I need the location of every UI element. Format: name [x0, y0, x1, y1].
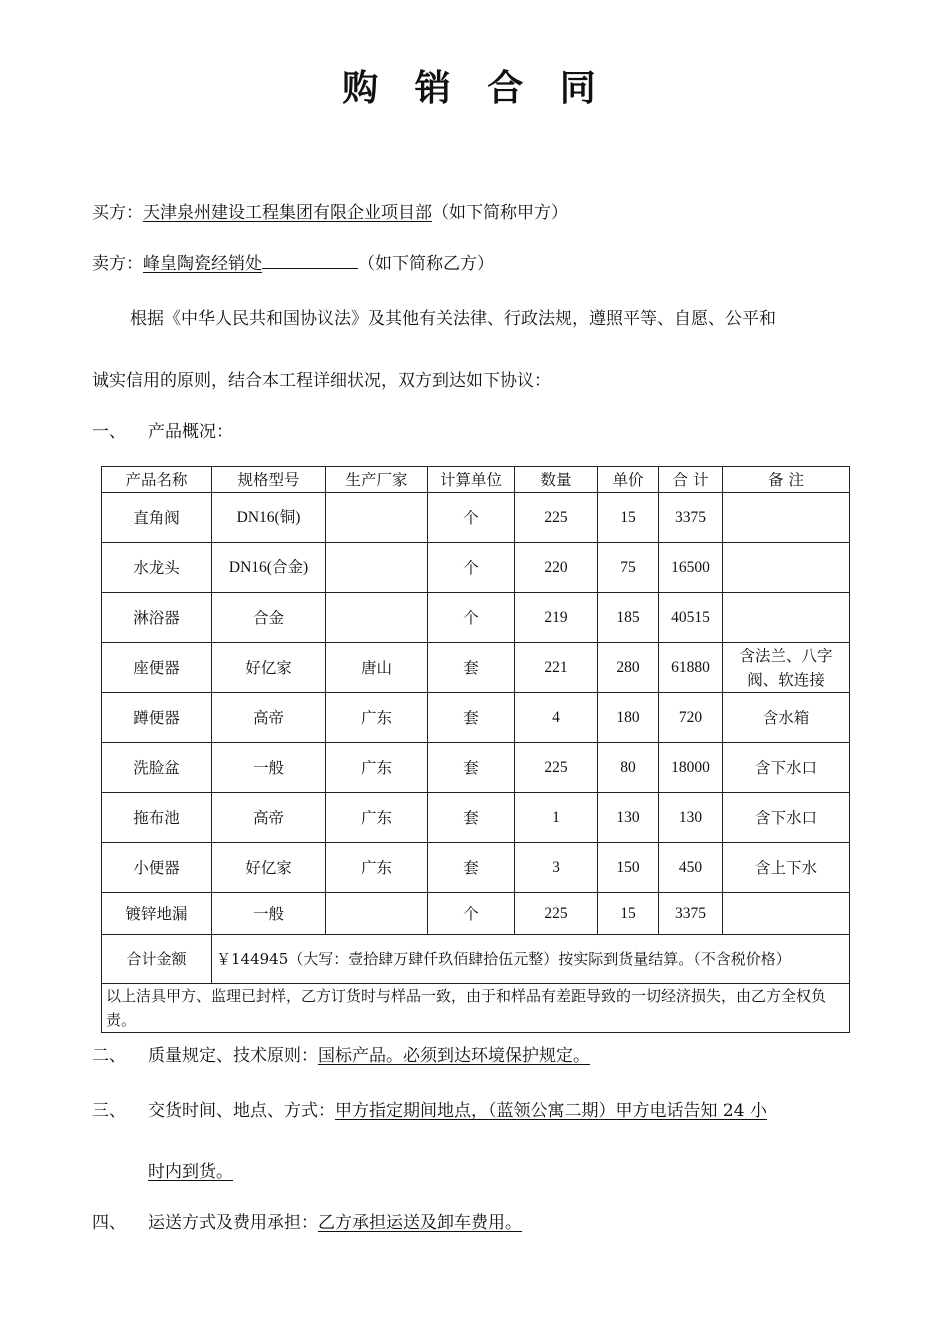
table-cell: 180 — [598, 693, 659, 743]
table-cell: 3375 — [659, 893, 723, 935]
document-title: 购 销 合 同 — [342, 68, 608, 109]
table-cell — [723, 593, 850, 643]
table-cell: DN16(铜) — [212, 493, 326, 543]
section-3-num: 三、 — [92, 1101, 126, 1121]
total-label: 合计金额 — [102, 935, 212, 984]
table-cell: 广东 — [326, 843, 428, 893]
table-cell: 一般 — [212, 743, 326, 793]
table-cell: 个 — [428, 593, 515, 643]
table-row — [102, 793, 850, 843]
table-cell: 小便器 — [102, 843, 212, 893]
table-cell: 219 — [515, 593, 598, 643]
table-cell: 个 — [428, 893, 515, 935]
table-cell: 直角阀 — [102, 493, 212, 543]
section-3-value-1: 甲方指定期间地点，（蓝领公寓二期）甲方电话告知 24 小 — [335, 1101, 767, 1121]
table-cell: 好亿家 — [212, 643, 326, 693]
table-cell: 18000 — [659, 743, 723, 793]
table-cell: 合金 — [212, 593, 326, 643]
header-cell: 数量 — [515, 467, 598, 493]
table-cell: 个 — [428, 493, 515, 543]
seller-blank — [262, 254, 358, 269]
table-cell: 130 — [598, 793, 659, 843]
table-row — [102, 643, 850, 693]
table-cell: 3375 — [659, 493, 723, 543]
table-cell: 唐山 — [326, 643, 428, 693]
table-cell: 含法兰、八字阀、软连接 — [723, 643, 850, 693]
table-cell: 套 — [428, 843, 515, 893]
buyer-line — [92, 198, 568, 223]
table-cell: 含水箱 — [723, 693, 850, 743]
table-cell: 3 — [515, 843, 598, 893]
table-cell: 一般 — [212, 893, 326, 935]
table-row — [102, 693, 850, 743]
section-1-label: 产品概况： — [148, 422, 233, 442]
table-cell — [326, 893, 428, 935]
table-cell: 15 — [598, 893, 659, 935]
section-3 — [92, 1096, 767, 1121]
header-cell: 规格型号 — [212, 467, 326, 493]
table-cell: 套 — [428, 743, 515, 793]
table-cell: 好亿家 — [212, 843, 326, 893]
table-row — [102, 893, 850, 935]
table-cell: 221 — [515, 643, 598, 693]
header-cell: 计算单位 — [428, 467, 515, 493]
table-cell — [723, 893, 850, 935]
table-cell: 高帝 — [212, 793, 326, 843]
header-cell: 单价 — [598, 467, 659, 493]
table-cell: 130 — [659, 793, 723, 843]
seller-label: 卖方： — [92, 254, 143, 274]
intro-line-1: 根据《中华人民共和国协议法》及其他有关法律、行政法规，遵照平等、自愿、公平和 — [130, 309, 776, 329]
table-cell: 225 — [515, 743, 598, 793]
table-cell — [723, 543, 850, 593]
table-row — [102, 493, 850, 543]
section-2-label: 质量规定、技术原则： — [148, 1046, 318, 1066]
table-cell: DN16(合金) — [212, 543, 326, 593]
table-cell: 225 — [515, 493, 598, 543]
table-cell: 广东 — [326, 793, 428, 843]
table-cell: 15 — [598, 493, 659, 543]
table-cell: 个 — [428, 543, 515, 593]
intro-line-2: 诚实信用的原则，结合本工程详细状况，双方到达如下协议： — [92, 371, 551, 391]
table-cell: 蹲便器 — [102, 693, 212, 743]
section-2-value: 国标产品。必须到达环境保护规定。 — [318, 1046, 590, 1066]
table-row — [102, 743, 850, 793]
table-cell: 镀锌地漏 — [102, 893, 212, 935]
section-2 — [92, 1041, 590, 1066]
table-cell: 720 — [659, 693, 723, 743]
header-cell: 备 注 — [723, 467, 850, 493]
table-cell: 洗脸盆 — [102, 743, 212, 793]
table-row — [102, 843, 850, 893]
table-cell: 含下水口 — [723, 793, 850, 843]
table-header-row — [102, 467, 850, 493]
section-4 — [92, 1208, 522, 1233]
table-cell: 座便器 — [102, 643, 212, 693]
table-cell: 含上下水 — [723, 843, 850, 893]
table-note: 以上洁具甲方、监理已封样，乙方订货时与样品一致，由于和样品有差距导致的一切经济损失，由乙方全权负责。 — [102, 984, 850, 1033]
table-cell — [326, 493, 428, 543]
table-cell: 拖布池 — [102, 793, 212, 843]
table-cell: 广东 — [326, 743, 428, 793]
section-2-num: 二、 — [92, 1046, 126, 1066]
table-cell: 40515 — [659, 593, 723, 643]
header-cell: 产品名称 — [102, 467, 212, 493]
table-cell: 套 — [428, 793, 515, 843]
buyer-suffix: （如下简称甲方） — [432, 203, 568, 223]
table-cell: 4 — [515, 693, 598, 743]
table-cell: 280 — [598, 643, 659, 693]
note-row — [102, 984, 850, 1033]
section-3-cont — [148, 1157, 233, 1182]
table-cell: 16500 — [659, 543, 723, 593]
header-cell: 生产厂家 — [326, 467, 428, 493]
seller-name: 峰皇陶瓷经销处 — [143, 254, 262, 274]
table-cell: 水龙头 — [102, 543, 212, 593]
table-cell: 套 — [428, 643, 515, 693]
table-cell: 套 — [428, 693, 515, 743]
section-4-value: 乙方承担运送及卸车费用。 — [318, 1213, 522, 1233]
table-cell: 75 — [598, 543, 659, 593]
seller-suffix: （如下简称乙方） — [358, 254, 494, 274]
table-cell: 广东 — [326, 693, 428, 743]
table-cell: 80 — [598, 743, 659, 793]
table-row — [102, 543, 850, 593]
section-1-num: 一、 — [92, 422, 126, 442]
section-3-value-2: 时内到货。 — [148, 1162, 233, 1182]
product-table — [101, 466, 850, 1033]
table-cell: 淋浴器 — [102, 593, 212, 643]
section-4-num: 四、 — [92, 1213, 126, 1233]
table-cell: 220 — [515, 543, 598, 593]
table-cell: 150 — [598, 843, 659, 893]
header-cell: 合 计 — [659, 467, 723, 493]
section-4-label: 运送方式及费用承担： — [148, 1213, 318, 1233]
table-cell: 225 — [515, 893, 598, 935]
buyer-name: 天津泉州建设工程集团有限企业项目部 — [143, 203, 432, 223]
buyer-label: 买方： — [92, 203, 143, 223]
total-row — [102, 935, 850, 984]
seller-line — [92, 249, 494, 274]
table-cell — [723, 493, 850, 543]
table-cell: 185 — [598, 593, 659, 643]
table-cell: 61880 — [659, 643, 723, 693]
table-cell — [326, 593, 428, 643]
table-row — [102, 593, 850, 643]
table-cell: 含下水口 — [723, 743, 850, 793]
table-cell: 1 — [515, 793, 598, 843]
section-1 — [92, 417, 233, 442]
table-cell: 450 — [659, 843, 723, 893]
table-cell: 高帝 — [212, 693, 326, 743]
total-value: ￥144945（大写：壹拾肆万肆仟玖佰肆拾伍元整）按实际到货量结算。（不含税价格） — [212, 935, 850, 984]
table-cell — [326, 543, 428, 593]
section-3-label: 交货时间、地点、方式： — [148, 1101, 335, 1121]
